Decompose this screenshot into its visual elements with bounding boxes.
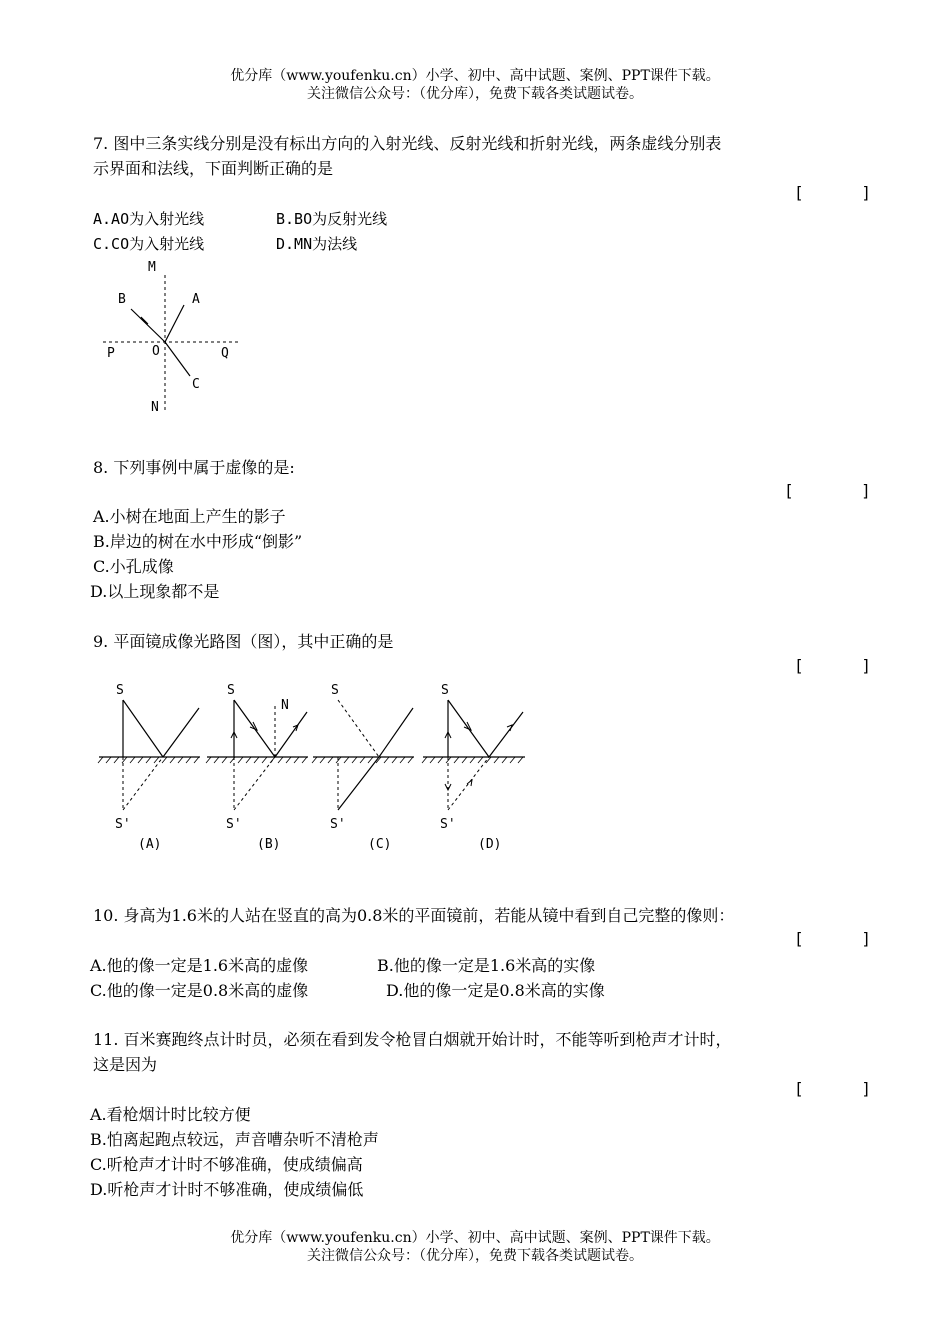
label-o: O (152, 344, 160, 359)
q7-option-a: A.AO为入射光线 (93, 210, 205, 228)
label-n: N (151, 400, 159, 415)
footer-line-2: 关注微信公众号：（优分库），免费下载各类试题试卷。 (307, 1248, 643, 1264)
q11-option-b: B.怕离起跑点较远，声音嘈杂听不清枪声 (90, 1130, 379, 1149)
ray-co (165, 342, 190, 376)
diagram-c-s-prime: S' (330, 817, 346, 832)
label-c: C (192, 377, 200, 392)
q8-option-c: C.小孔成像 (93, 557, 174, 576)
q7-refraction-diagram (95, 255, 255, 420)
diagram-d-s-prime: S' (440, 817, 456, 832)
q9-stem: 9. 平面镜成像光路图（图），其中正确的是 (93, 632, 394, 651)
diagram-c (312, 683, 414, 852)
diagram-b-s-prime: S' (226, 817, 242, 832)
q10-option-a: A.他的像一定是1.6米高的虚像 (90, 956, 309, 975)
q8-stem: 8. 下列事例中属于虚像的是: (93, 458, 295, 477)
q9-mirror-diagrams (95, 678, 535, 858)
q7-answer-bracket: [ ] (794, 183, 872, 202)
q11-option-d: D.听枪声才计时不够准确，使成绩偏低 (90, 1180, 364, 1199)
caption-c: (C) (368, 837, 392, 852)
label-p: P (107, 346, 115, 361)
ray-bo (131, 309, 165, 342)
diagram-b-n: N (281, 698, 289, 713)
diagram-a (98, 683, 200, 852)
q7-option-c: C.CO为入射光线 (93, 235, 205, 253)
q11-option-c: C.听枪声才计时不够准确，使成绩偏高 (90, 1155, 363, 1174)
q8-answer-bracket: [ ] (784, 481, 871, 500)
caption-d: (D) (478, 837, 502, 852)
diagram-d (422, 683, 525, 852)
q10-option-c: C.他的像一定是0.8米高的虚像 (90, 981, 309, 1000)
label-m: M (148, 260, 156, 275)
q8-option-b: B.岸边的树在水中形成“倒影” (93, 532, 303, 551)
q7-option-d: D.MN为法线 (276, 235, 358, 253)
q10-stem: 10. 身高为1.6米的人站在竖直的高为0.8米的平面镜前，若能从镜中看到自己完整的像则： (93, 906, 735, 925)
diagram-c-s: S (331, 683, 339, 698)
diagram-d-s: S (441, 683, 449, 698)
diagram-b-s: S (227, 683, 235, 698)
ray-ao (165, 305, 184, 342)
q7-option-b: B.BO为反射光线 (276, 210, 388, 228)
q9-answer-bracket: [ ] (794, 656, 872, 675)
diagram-a-s: S (116, 683, 124, 698)
q11-option-a: A.看枪烟计时比较方便 (90, 1105, 251, 1124)
caption-b: (B) (257, 837, 281, 852)
q10-option-d: D.他的像一定是0.8米高的实像 (386, 981, 605, 1000)
q11-stem-line-1: 11. 百米赛跑终点计时员，必须在看到发令枪冒白烟就开始计时，不能等听到枪声才计时， (93, 1030, 732, 1049)
q8-option-a: A.小树在地面上产生的影子 (93, 507, 286, 526)
q7-stem-line-1: 7. 图中三条实线分别是没有标出方向的入射光线、反射光线和折射光线，两条虚线分别表 (93, 134, 722, 153)
footer-line-1: 优分库（www.youfenku.cn）小学、初中、高中试题、案例、PPT课件下载。 (230, 1230, 720, 1246)
q10-option-b: B.他的像一定是1.6米高的实像 (377, 956, 596, 975)
q11-answer-bracket: [ ] (794, 1079, 872, 1098)
diagram-a-s-prime: S' (115, 817, 131, 832)
header-line-2: 关注微信公众号：（优分库），免费下载各类试题试卷。 (307, 86, 643, 102)
caption-a: (A) (138, 837, 162, 852)
q10-answer-bracket: [ ] (794, 929, 872, 948)
q8-option-d: D.以上现象都不是 (90, 582, 220, 601)
header-line-1: 优分库（www.youfenku.cn）小学、初中、高中试题、案例、PPT课件下载。 (230, 68, 720, 84)
q11-stem-line-2: 这是因为 (93, 1055, 158, 1074)
label-b: B (118, 292, 126, 307)
label-a: A (192, 292, 200, 307)
label-q: Q (221, 346, 229, 361)
diagram-b (206, 683, 308, 852)
q7-stem-line-2: 示界面和法线，下面判断正确的是 (93, 159, 334, 178)
